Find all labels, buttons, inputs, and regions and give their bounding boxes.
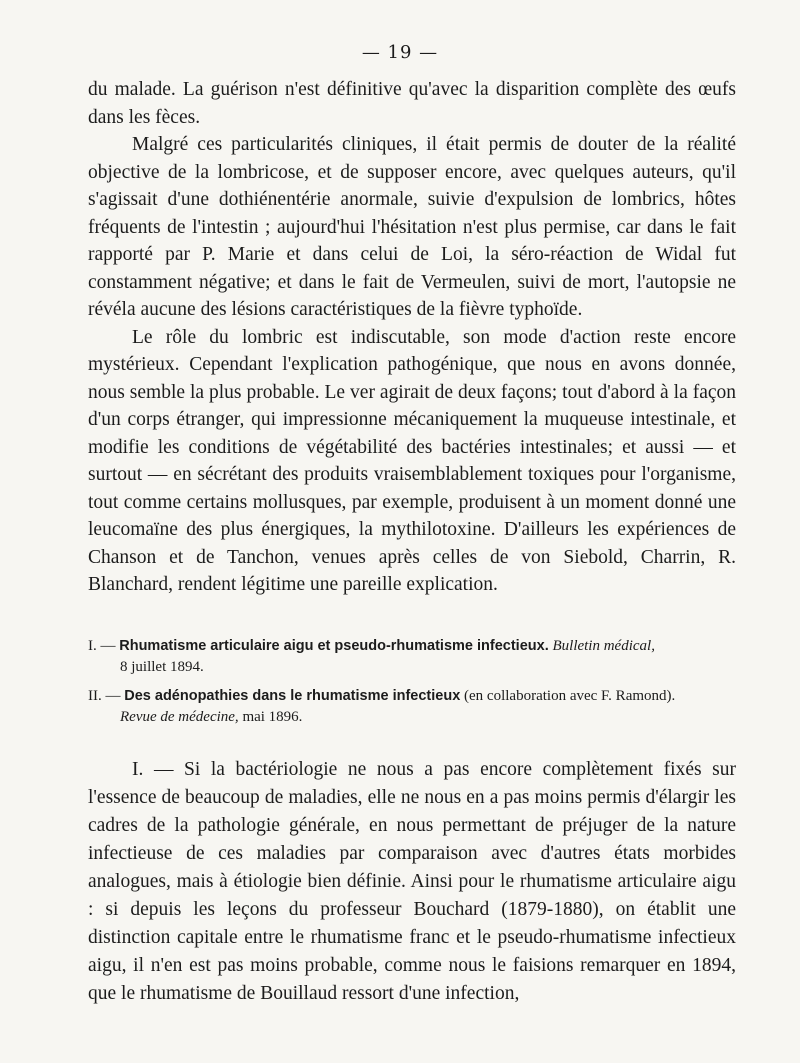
references-list bbox=[88, 636, 736, 736]
reference-source: Revue de médecine, bbox=[120, 709, 239, 725]
paragraph-continuation: du malade. La guérison n'est définitive qu'avec la disparition complète des œufs dans les fèces. bbox=[88, 79, 736, 128]
reference-note: (en collaboration avec F. Ramond). bbox=[464, 688, 676, 704]
section-text bbox=[88, 756, 736, 1008]
reference-title: Rhumatisme articulaire aigu et pseudo-rhumatisme infectieux. bbox=[119, 638, 549, 654]
reference-detail: mai 1896. bbox=[242, 709, 303, 725]
intro-text bbox=[88, 76, 736, 599]
reference-title: Des adénopathies dans le rhumatisme infectieux bbox=[124, 688, 461, 704]
reference-numeral: II. — bbox=[88, 688, 121, 704]
reference-source: Bulletin médical, bbox=[552, 638, 655, 654]
paragraph-bacteriologie: I. — Si la bactériologie ne nous a pas encore complètement fixés sur l'essence de beaucoup de maladies, elle ne nous en a pas moins permis d'élargir les cadres de la pathologie générale, en nous permettant de préjuger de la nature infectieuse de ces maladies par comparaison avec d'autres états morbides analogues, mais à étiologie bien définie. Ainsi pour le rhumatisme articulaire aigu : si depuis les leçons du professeur Bouchard (1879-1880), on établit une distinction capitale entre le rhumatisme franc et le pseudo-rhumatisme infectieux aigu, il n'en est pas moins probable, comme nous le faisions remarquer en 1894, que le rhumatisme de Bouillaud ressort d'une infection, bbox=[88, 759, 736, 1004]
paragraph-role-lombric: Le rôle du lombric est indiscutable, son mode d'action reste encore mystérieux. Cependant l'explication pathogénique, que nous en avons donnée, nous semble la plus probable. Le ver agirait de deux façons; tout d'abord à la façon d'un corps étranger, qui impressionne mécaniquement la muqueuse intestinale, et modifie les conditions de végétabilité des bactéries intestinales; et aussi — et surtout — en sécrétant des produits vraisemblablement toxiques pour l'organisme, tout comme certains mollusques, par exemple, produisent à un moment donné une leucomaïne des plus énergiques, la mythilotoxine. D'ailleurs les expériences de Chanson et de Tanchon, venues après celles de von Siebold, Charrin, R. Blanchard, rendent légitime une pareille explication. bbox=[88, 326, 736, 595]
reference-item bbox=[88, 686, 736, 728]
reference-numeral: I. — bbox=[88, 638, 116, 654]
reference-detail: 8 juillet 1894. bbox=[120, 659, 204, 675]
paragraph-lombricose: Malgré ces particularités cliniques, il était permis de douter de la réalité objective de la lombricose, et de supposer encore, avec quelques auteurs, qu'il s'agissait d'une dothiénentérie anormale, suivie d'expulsion de lombrics, hôtes fréquents de l'intestin ; aujourd'hui l'hésitation n'est plus permise, car dans le fait rapporté par P. Marie et dans celui de Loi, la séro-réaction de Widal fut constamment négative; et dans le fait de Vermeulen, suivi de mort, l'autopsie ne révéla aucune des lésions caractéristiques de la fièvre typhoïde. bbox=[88, 134, 736, 320]
reference-item bbox=[88, 636, 736, 678]
page-number: — 19 — bbox=[361, 42, 439, 63]
